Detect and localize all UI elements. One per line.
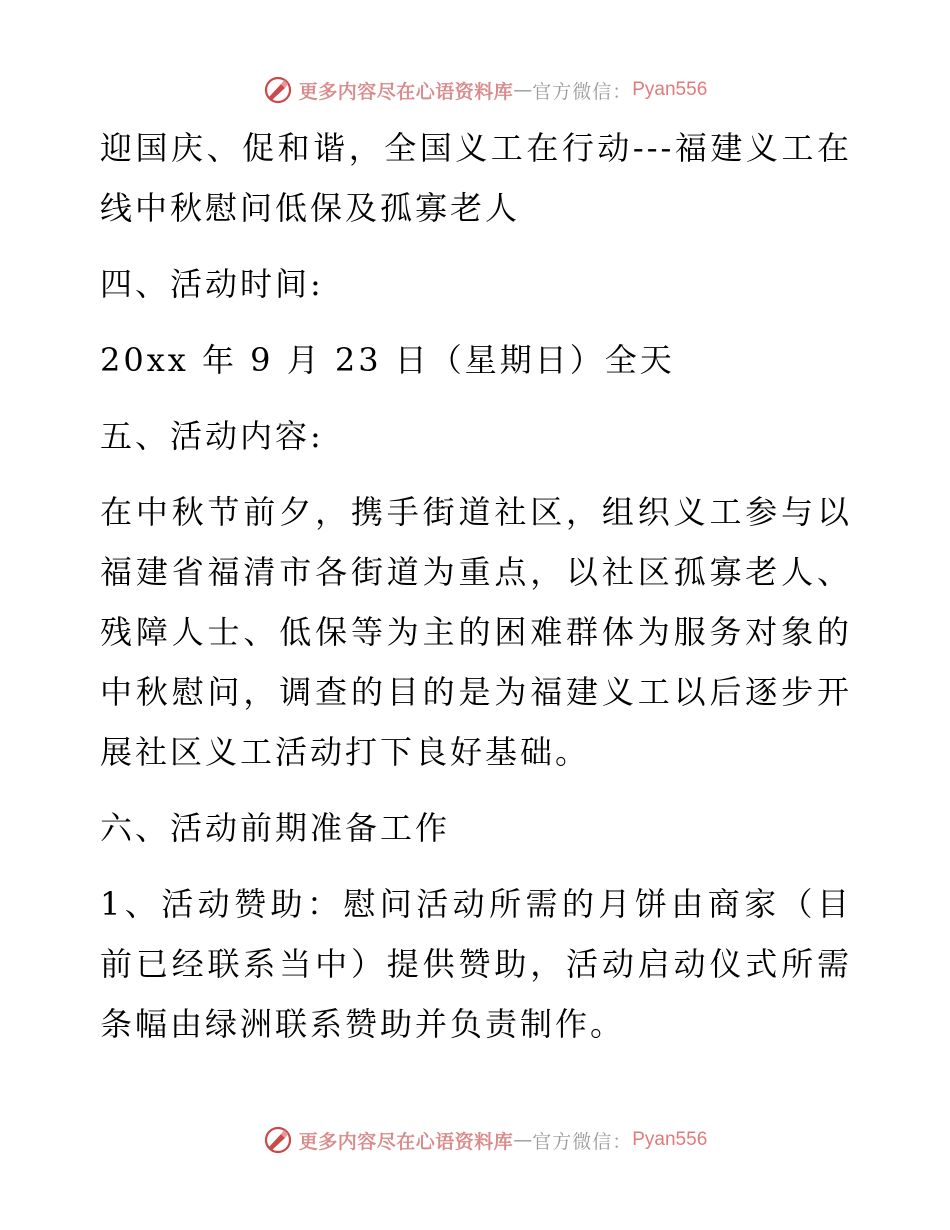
pen-nib-circle-icon [263, 1125, 293, 1155]
watermark-wechat-id: Pyan556 [632, 1129, 708, 1150]
watermark-row [263, 75, 708, 105]
watermark-site-text: 更多内容尽在心语资料库 [298, 80, 514, 103]
pen-nib-circle-icon [263, 75, 293, 105]
heading-activity-content: 五、活动内容: [100, 417, 324, 455]
paragraph-title: 迎国庆、促和谐，全国义工在行动---福建义工在线中秋慰问低保及孤寡老人 [100, 129, 852, 227]
watermark-site-text: 更多内容尽在心语资料库 [298, 1130, 514, 1153]
watermark-wechat-id: Pyan556 [632, 79, 708, 100]
header-watermark [0, 70, 950, 110]
watermark-dash: — [513, 1129, 533, 1151]
watermark-official-text: 官方微信： [532, 1130, 633, 1153]
document-body [100, 118, 852, 1054]
paragraph-activity-date: 20xx 年 9 月 23 日（星期日）全天 [100, 341, 675, 379]
heading-preparation: 六、活动前期准备工作 [100, 809, 451, 847]
heading-activity-time: 四、活动时间: [100, 265, 324, 303]
watermark-dash: — [513, 79, 533, 101]
watermark-row [263, 1125, 708, 1155]
paragraph-activity-content: 在中秋节前夕，携手街道社区，组织义工参与以福建省福清市各街道为重点，以社区孤寡老人、残障人士、低保等为主的困难群体为服务对象的中秋慰问，调查的目的是为福建义工以后逐步开展社区义工活动打下良好基础。 [100, 493, 852, 771]
footer-watermark [0, 1120, 950, 1160]
paragraph-sponsorship: 1、活动赞助：慰问活动所需的月饼由商家（目前已经联系当中）提供赞助，活动启动仪式所需条幅由绿洲联系赞助并负责制作。 [100, 885, 852, 1043]
watermark-official-text: 官方微信： [532, 80, 633, 103]
